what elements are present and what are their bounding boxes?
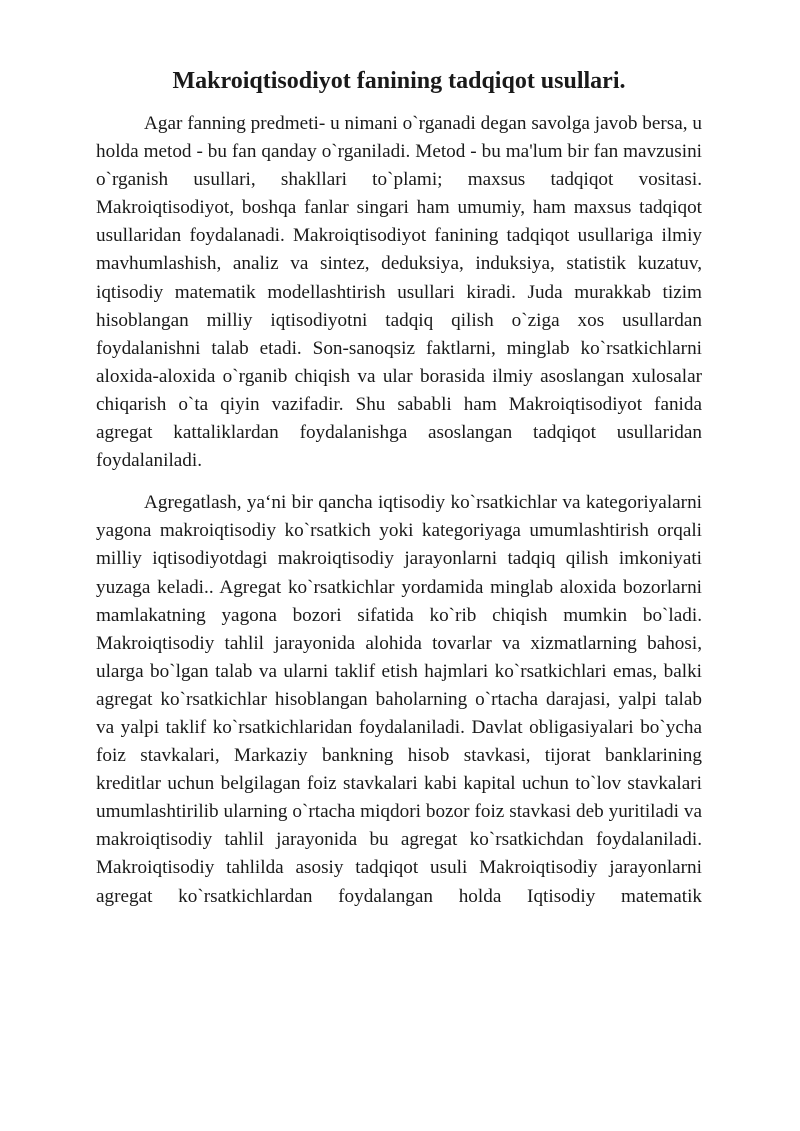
paragraph-methods: Agar fanning predmeti- u nimani o`rganadi degan savolga javob bersa, u holda metod - bu fan qanday o`rganiladi. Metod - bu ma'lum bir fan mavzusini o`rganish usullari, shakllari to`plami; maxsus tadqiqot vositasi. Makroiqtisodiyot, boshqa fanlar singari ham umumiy, ham maxsus tadqiqot usullaridan foydalanadi. Makroiqtisodiyot fanining tadqiqot usullariga ilmiy mavhumlashish, analiz va sintez, deduksiya, induksiya, statistik kuzatuv, iqtisodiy matematik modellashtirish usullari kiradi. Juda murakkab tizim hisoblangan milliy iqtisodiyotni tadqiq qilish o`ziga xos usullardan foydalanishni talab etadi. Son-sanoqsiz faktlarni, minglab ko`rsatkichlarni aloxida-aloxida o`rganib chiqish va ular borasida ilmiy asoslangan xulosalar chiqarish o`ta qiyin vazifadir. Shu sababli ham Makroiqtisodiyot fanida agregat kattaliklardan foydalanishga asoslangan tadqiqot usullaridan foydalaniladi.	[96, 113, 702, 472]
document-page	[96, 64, 702, 925]
document-title: Makroiqtisodiyot fanining tadqiqot usullari.	[172, 68, 626, 94]
paragraph-aggregation: Agregatlash, ya‘ni bir qancha iqtisodiy ko`rsatkichlar va kategoriyalarni yagona makroiqtisodiy ko`rsatkich yoki kategoriyaga umumlashtirish orqali milliy iqtisodiyotdagi makroiqtisodiy jarayonlarni tadqiq qilish imkoniyati yuzaga keladi.. Agregat ko`rsatkichlar yordamida minglab aloxida bozorlarni mamlakatning yagona bozori sifatida ko`rib chiqish mumkin bo`ladi. Makroiqtisodiy tahlil jarayonida alohida tovarlar va xizmatlarning bahosi, ularga bo`lgan talab va ularni taklif etish hajmlari ko`rsatkichlari emas, balki agregat ko`rsatkichlar hisoblangan baholarning o`rtacha darajasi, yalpi talab va yalpi taklif ko`rsatkichlaridan foydalaniladi. Davlat obligasiyalari bo`ycha foiz stavkalari, Markaziy bankning hisob stavkasi, tijorat banklarining kreditlar uchun belgilagan foiz stavkalari kabi kapital uchun to`lov stavkalari umumlashtirilib ularning o`rtacha miqdori bozor foiz stavkasi deb yuritiladi va makroiqtisodiy tahlil jarayonida bu agregat ko`rsatkichdan foydalaniladi. Makroiqtisodiy tahlilda asosiy tadqiqot usuli Makroiqtisodiy jarayonlarni agregat ko`rsatkichlardan foydalangan holda Iqtisodiy matematik	[96, 492, 702, 907]
